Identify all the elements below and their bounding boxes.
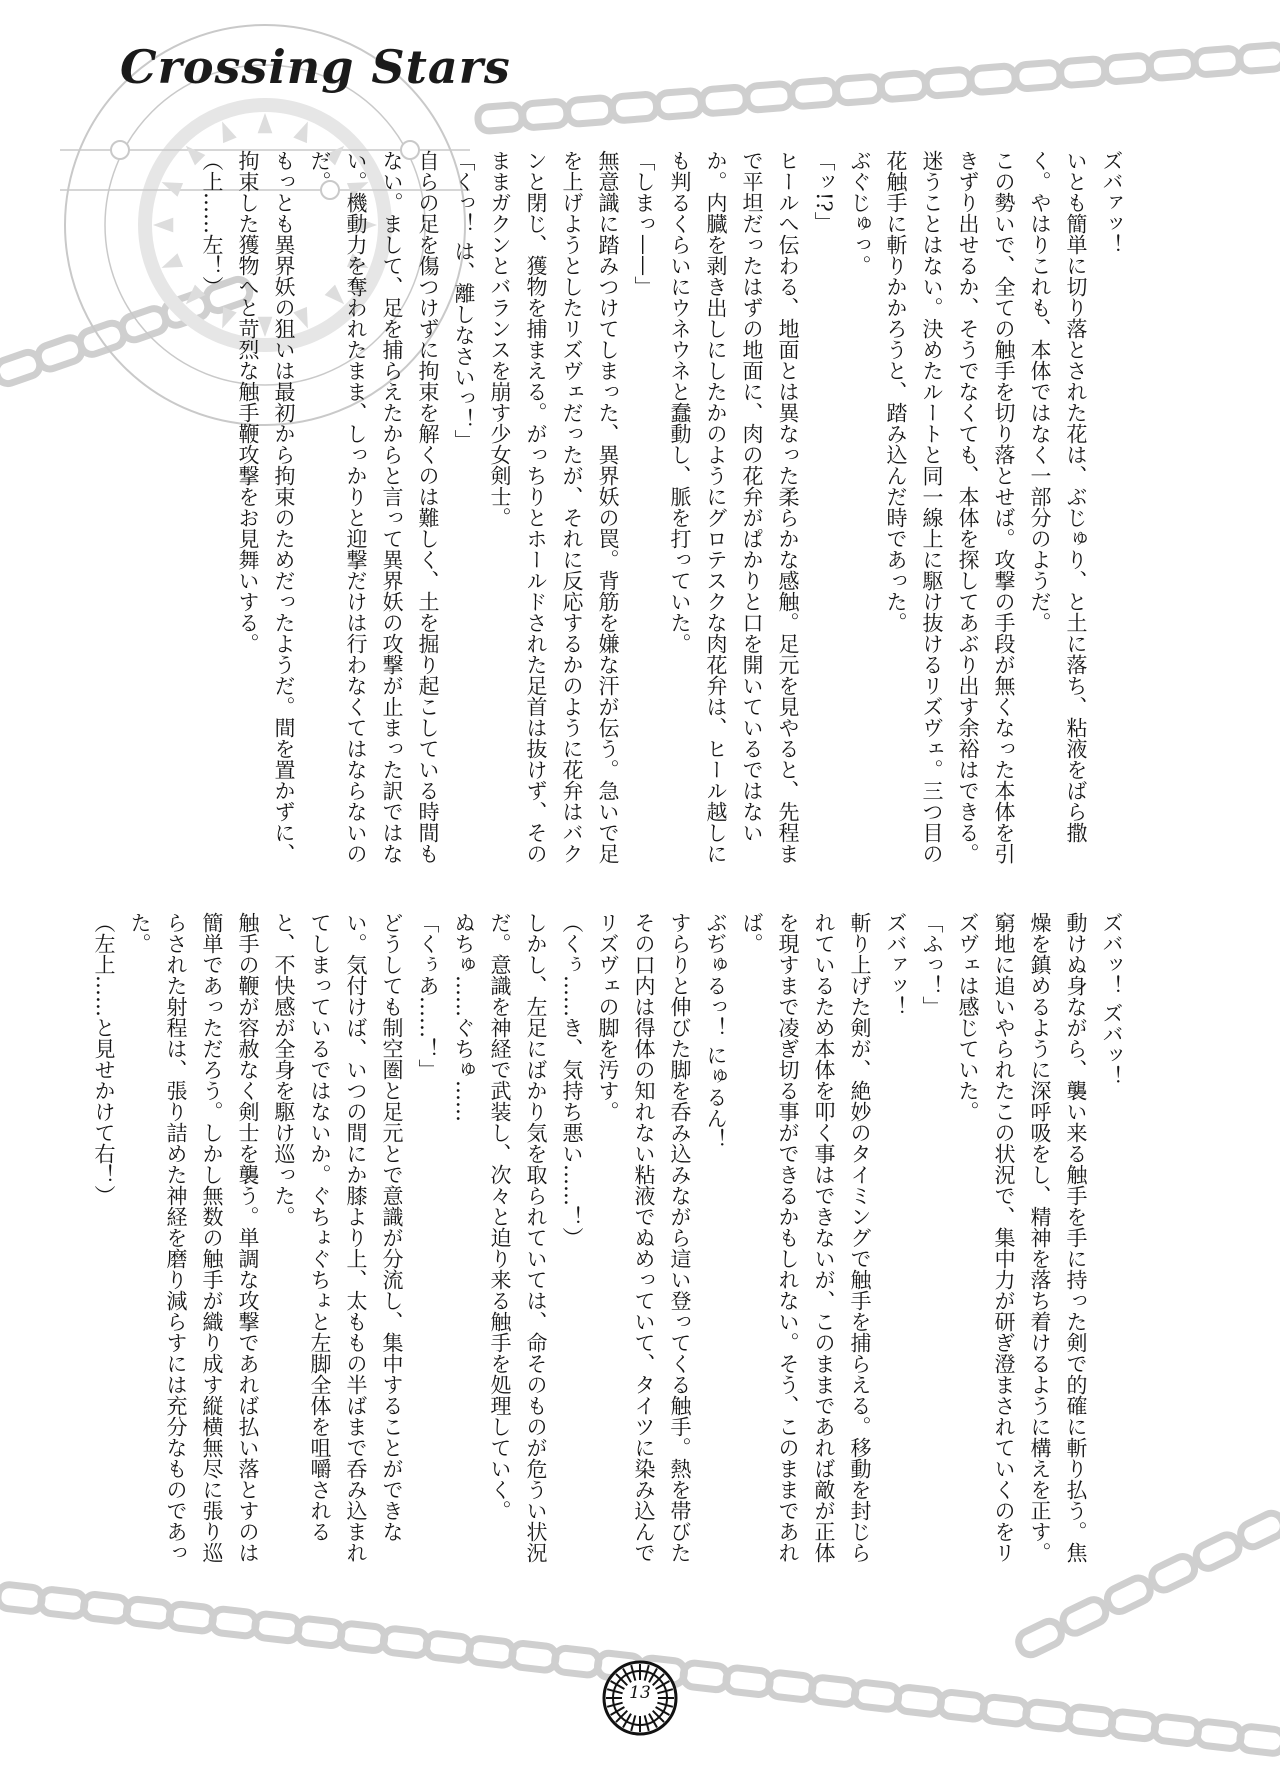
paragraph: 斬り上げた剣が、絶妙のタイミングで触手を捕らえる。移動を封じられているため本体を叩く事はできないが、このままであれば敵が正体を現すまで凌ぎ切る事ができるかもしれない。そう、このままであれば。	[740, 912, 872, 1563]
chain-link	[896, 1686, 942, 1715]
gear-tooth	[222, 122, 237, 144]
chain-link	[511, 1642, 557, 1671]
chain-link	[567, 97, 613, 124]
chain-link	[211, 1608, 257, 1637]
paragraph: 「ふっ！」	[920, 912, 944, 1017]
paragraph: 「ッ!?」	[812, 150, 836, 233]
chain-link	[0, 1584, 43, 1613]
chain-link	[1015, 1618, 1065, 1659]
chain-link	[1194, 48, 1240, 75]
chain-link	[40, 1588, 86, 1617]
paragraph: ぬちゅ……ぐちゅ……	[452, 912, 476, 1122]
paragraph: ズバァッ！	[1100, 150, 1124, 255]
chain-link	[168, 1603, 214, 1632]
chain-link	[254, 1613, 300, 1642]
chain-link	[725, 1667, 771, 1696]
page-number: 13	[629, 1683, 651, 1703]
paragraph: ズバァッ！	[884, 912, 908, 1017]
paragraph: 自らの足を傷つけずに拘束を解くのは難しく、土を掘り起こしている時間もない。まして、足を捕らえたからと言って異界妖の攻撃が止まった訳ではない。機動力を奪われたまま、しっかりと迎撃だけは行わなくてはならないのだ。	[308, 150, 440, 864]
chain-link	[791, 80, 837, 107]
top-chain	[477, 44, 1280, 131]
chain-link	[682, 1662, 728, 1691]
chain-link	[1105, 55, 1151, 82]
chain-link	[125, 1598, 171, 1627]
paragraph: ヒールへ伝わる、地面とは異なった柔らかな感触。足元を見やると、先程まで平坦だったはずの地面に、肉の花弁がぱかりと口を開いているではないか。内臓を剥き出しにしたかのようにグロテスクな肉花弁は、ヒール越しにも判るくらいにウネウネと蠢動し、脈を打っていた。	[668, 150, 800, 864]
paragraph: この勢いで、全ての触手を切り落とせば。攻撃の手段が無くなった本体を引きずり出せるか、そうでなくても、本体を探してあぶり出す余裕はできる。	[956, 150, 1016, 864]
chain-link	[1193, 1531, 1243, 1572]
chain-link	[811, 1677, 857, 1706]
chain-link	[836, 76, 882, 103]
chain-link	[1110, 1711, 1156, 1740]
chain-link	[82, 1593, 128, 1622]
chain-link	[382, 1628, 428, 1657]
gear-tooth	[258, 113, 273, 133]
paragraph: （上……左！）	[200, 150, 224, 297]
chain-link	[982, 1696, 1028, 1725]
chain-link	[1104, 1574, 1154, 1615]
chain-link	[1239, 1726, 1280, 1755]
chain-link	[297, 1618, 343, 1647]
chain-link	[853, 1682, 899, 1711]
chain-link	[1015, 62, 1061, 89]
paragraph: 無意識に踏みつけてしまった、異界妖の罠。背筋を嫌な汗が伝う。急いで足を上げようとしたリズヴェだったが、それに反応するかのように花弁はバクンと閉じ、獲物を捕まえる。がっちりとホールドされた足首は抜けず、そのままガクンとバランスを崩す少女剣士。	[488, 150, 620, 864]
chain-link	[1067, 1706, 1113, 1735]
chain-link	[612, 94, 658, 121]
paragraph: 「しまっ——」	[632, 150, 656, 297]
page-title: Crossing Stars	[120, 40, 511, 94]
chain-link	[1148, 1553, 1198, 1594]
paragraph: ぶぢゅるっ！ にゅるん！	[704, 912, 728, 1150]
chain-link	[1059, 1596, 1109, 1637]
chain-link	[425, 1633, 471, 1662]
chain-link	[554, 1647, 600, 1676]
paragraph: 「くぅあ……！」	[416, 912, 440, 1080]
paragraph: （左上……と見せかけて右！）	[92, 912, 116, 1206]
paragraph: いとも簡単に切り落とされた花は、ぶじゅり、と土に落ち、粘液をばら撒く。やはりこれも、本体ではなく一部分のようだ。	[1028, 150, 1088, 843]
chain-link	[1060, 58, 1106, 85]
chain-link	[522, 101, 568, 128]
chain-link	[1239, 44, 1280, 71]
chain-link	[701, 87, 747, 114]
upper-text-block	[194, 150, 1130, 865]
chain-link	[881, 73, 927, 100]
paragraph: しかし、左足にばかり気を取られていては、命そのものが危うい状況だ。意識を神経で武装し、次々と迫り来る触手を処理していく。	[488, 912, 548, 1563]
gear-tooth	[162, 253, 184, 268]
chain-link	[768, 1672, 814, 1701]
paragraph: 動けぬ身ながら、襲い来る触手を手に持った剣で的確に斬り払う。焦燥を鎮めるように深呼吸をし、精神を落ち着けるように構えを正す。窮地に追いやられたこの状況で、集中力が研ぎ澄まされていくのをリズヴェは感じていた。	[956, 912, 1088, 1563]
chain-link	[970, 65, 1016, 92]
paragraph: ぶぐじゅっ。	[848, 150, 872, 276]
gear-tooth	[153, 218, 173, 233]
chain-link	[468, 1637, 514, 1666]
paragraph: 「くっ！ は、離しなさいっ！」	[452, 150, 476, 451]
paragraph: もっとも異界妖の狙いは最初から拘束のためだったようだ。間を置かずに、拘束した獲物へと苛烈な触手鞭攻撃をお見舞いする。	[236, 150, 296, 864]
chain-link	[339, 1623, 385, 1652]
paragraph: 触手の鞭が容赦なく剣士を襲う。単調な攻撃であれば払い落とすのは簡単であっただろう。しかし無数の触手が織り成す縦横無尽に張り巡らされた射程は、張り詰めた神経を磨り減らすには充分なものであった。	[128, 912, 260, 1563]
chain-link	[656, 90, 702, 117]
chain-link	[1153, 1716, 1199, 1745]
paragraph: どうしても制空圏と足元とで意識が分流し、集中することができない。気付けば、いつの間にか膝より上、太ももの半ばまで呑み込まれてしまっているではないか。ぐちょぐちょと左脚全体を咀嚼されると、不快感が全身を駆け巡った。	[272, 912, 404, 1563]
chain-link	[477, 104, 523, 131]
lower-text-block	[86, 912, 1130, 1564]
paragraph: （くぅ……き、気持ち悪い……！）	[560, 912, 584, 1248]
paragraph: ズバッ！ ズバッ！	[1100, 912, 1124, 1087]
paragraph: 迷うことはない。決めたルートと同一線上に駆け抜けるリズヴェ。三つ目の花触手に斬りかかろうと、踏み込んだ時であった。	[884, 150, 944, 864]
chain-link	[1237, 1510, 1280, 1551]
chain-link	[746, 83, 792, 110]
gear-tooth	[293, 122, 308, 144]
chain-link	[1149, 51, 1195, 78]
chain-link	[1196, 1721, 1242, 1750]
chain-link	[939, 1691, 985, 1720]
chain-link	[925, 69, 971, 96]
chain-link	[1025, 1701, 1071, 1730]
paragraph: すらりと伸びた脚を呑み込みながら這い登ってくる触手。熱を帯びたその口内は得体の知れない粘液でぬめっていて、タイツに染み込んでリズヴェの脚を汚す。	[596, 912, 692, 1563]
